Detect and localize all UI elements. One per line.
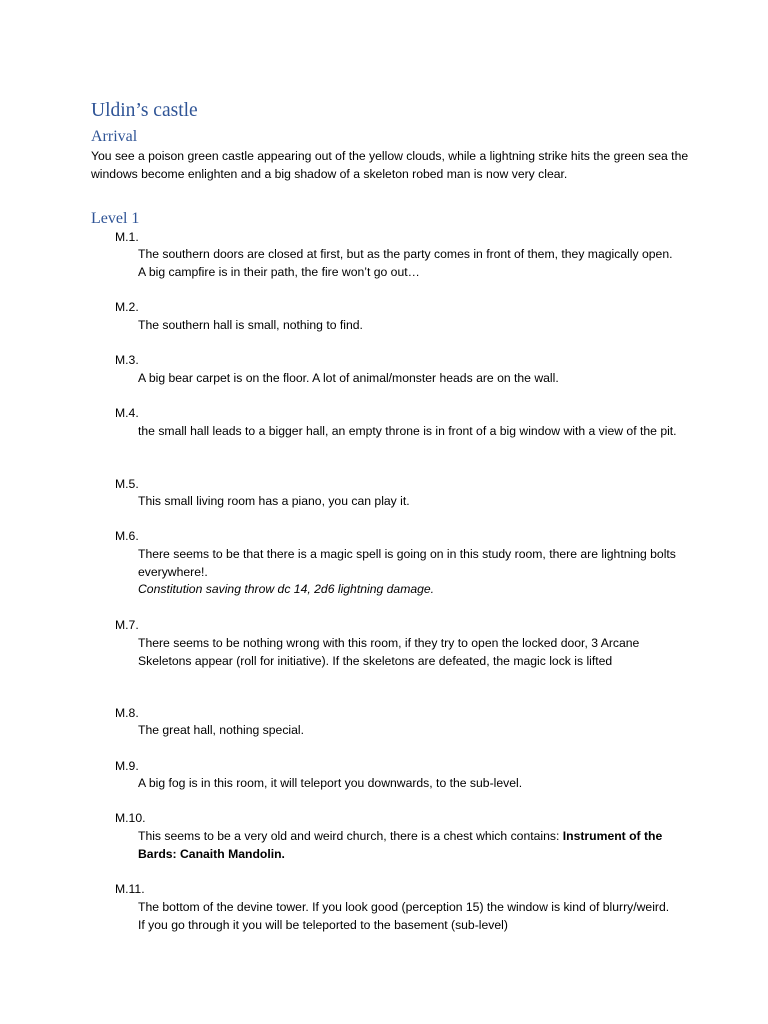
arrival-text: You see a poison green castle appearing out of the yellow clouds, while a lightning strike hits the green sea the windows become enlighten and a big shadow of a skeleton robed man is now very clear. (91, 149, 689, 181)
entry-text-m6-body: There seems to be that there is a magic spell is going on in this study room, there are lightning bolts everywhere!. (138, 547, 676, 579)
entry-id-m4: M.4. (115, 406, 139, 420)
entry-text-m7: There seems to be nothing wrong with this room, if they try to open the locked door, 3 Arcane Skeletons appear (roll for initiative). If the skeletons are defeated, the magic lock is lifted (138, 636, 640, 668)
entry-text-m9: A big fog is in this room, it will teleport you downwards, to the sub-level. (138, 776, 523, 790)
entry-id-m5: M.5. (115, 477, 139, 491)
entry-item-m10: Instrument of the Bards: Canaith Mandolin. (138, 829, 663, 861)
entry-id-m3: M.3. (115, 353, 139, 367)
arrival-heading: Arrival (91, 128, 138, 145)
document-title: Uldin’s castle (91, 100, 198, 121)
entry-id-m2: M.2. (115, 300, 139, 314)
level-1-heading: Level 1 (91, 210, 140, 227)
entry-id-m6: M.6. (115, 529, 139, 543)
entry-id-m8: M.8. (115, 706, 139, 720)
entry-id-m7: M.7. (115, 618, 139, 632)
entry-text-m4: the small hall leads to a bigger hall, an empty throne is in front of a big window with a view of the pit. (138, 424, 677, 438)
entry-id-m11: M.11. (115, 882, 145, 896)
entry-id-m9: M.9. (115, 759, 139, 773)
entry-text-m1: The southern doors are closed at first, but as the party comes in front of them, they magically open. A big campfire is in their path, the fire won’t go out… (138, 247, 673, 279)
entry-text-m6 (138, 546, 678, 599)
entry-text-m10 (138, 828, 678, 863)
entry-id-m1: M.1. (115, 230, 139, 244)
entry-text-m5: This small living room has a piano, you can play it. (138, 494, 410, 508)
entry-text-m10-body: This seems to be a very old and weird church, there is a chest which contains: (138, 829, 563, 843)
entry-text-m2: The southern hall is small, nothing to find. (138, 318, 363, 332)
entry-text-m3: A big bear carpet is on the floor. A lot of animal/monster heads are on the wall. (138, 371, 559, 385)
entry-text-m11: The bottom of the devine tower. If you look good (perception 15) the window is kind of blurry/weird. If you go through it you will be teleported to the basement (sub-level) (138, 900, 670, 932)
entry-id-m10: M.10. (115, 811, 146, 825)
entry-note-m6: Constitution saving throw dc 14, 2d6 lightning damage. (138, 582, 435, 596)
entry-text-m8: The great hall, nothing special. (138, 723, 304, 737)
